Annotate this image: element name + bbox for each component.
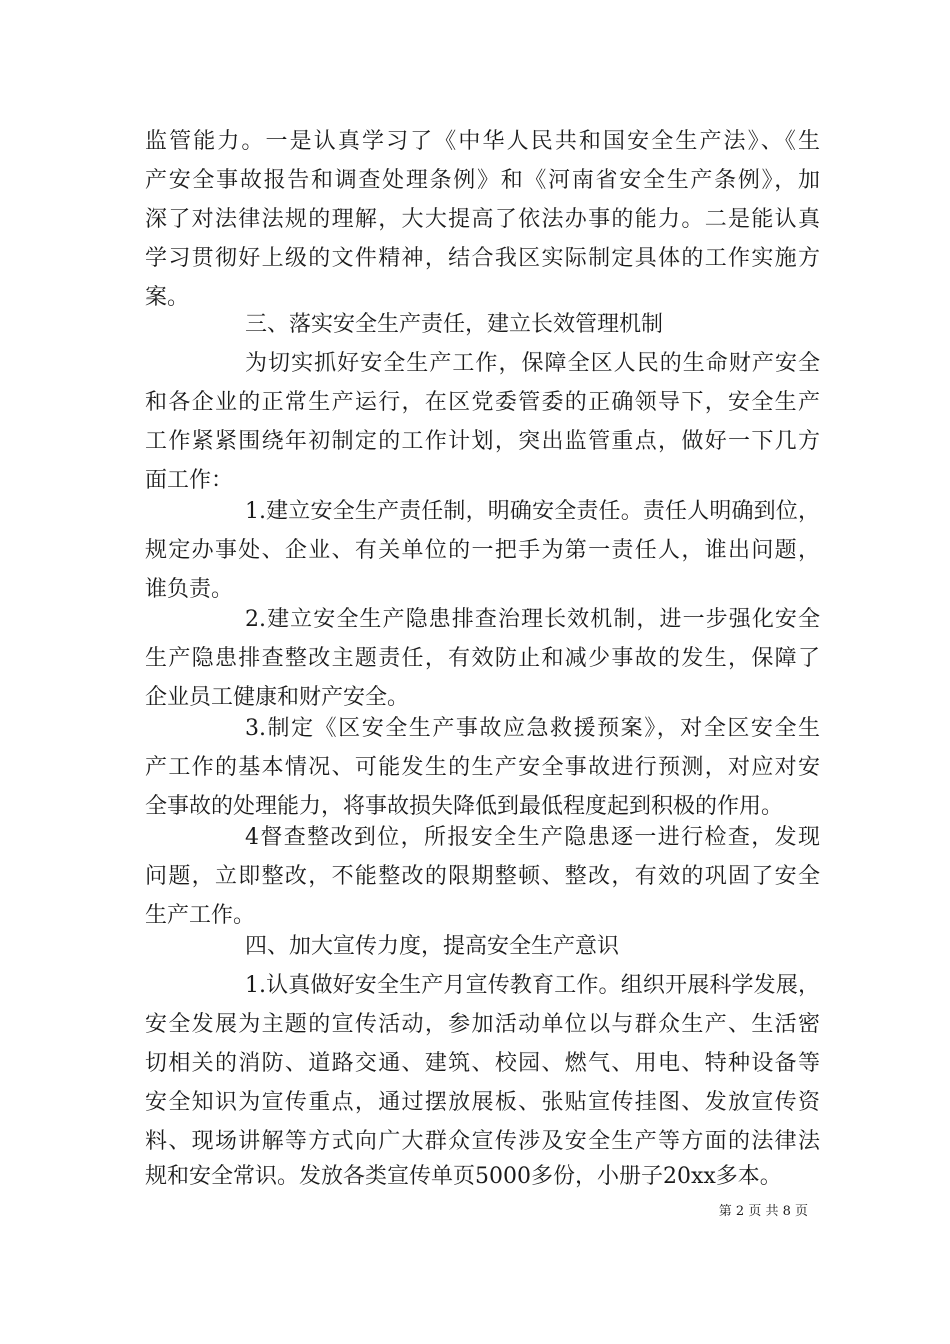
paragraph-line: 和各企业的正常生产运行，在区党委管委的正确领导下，安全生产 — [145, 390, 820, 415]
paragraph-line: 4督查整改到位，所报安全生产隐患逐一进行检查，发现 — [245, 825, 820, 850]
paragraph-line: 安全发展为主题的宣传活动，参加活动单位以与群众生产、生活密 — [145, 1012, 820, 1037]
paragraph-line: 生产工作。 — [145, 903, 256, 928]
paragraph-line: 1.建立安全生产责任制，明确安全责任。责任人明确到位， — [245, 499, 820, 524]
paragraph-line: 问题，立即整改，不能整改的限期整顿、整改，有效的巩固了安全 — [145, 864, 820, 889]
paragraph-line: 企业员工健康和财产安全。 — [145, 685, 410, 710]
paragraph-line: 案。 — [145, 285, 190, 310]
paragraph-line: 产工作的基本情况、可能发生的生产安全事故进行预测，对应对安 — [145, 755, 820, 780]
page-number-footer: 第 2 页 共 8 页 — [718, 1204, 808, 1219]
paragraph-line: 生产隐患排查整改主题责任，有效防止和减少事故的发生，保障了 — [145, 646, 820, 671]
paragraph-line: 切相关的消防、道路交通、建筑、校园、燃气、用电、特种设备等 — [145, 1051, 820, 1076]
paragraph-line: 料、现场讲解等方式向广大群众宣传涉及安全生产等方面的法律法 — [145, 1129, 820, 1154]
paragraph-line: 面工作： — [145, 468, 234, 493]
paragraph-line: 为切实抓好安全生产工作，保障全区人民的生命财产安全 — [245, 351, 820, 376]
paragraph-line: 全事故的处理能力，将事故损失降低到最低程度起到积极的作用。 — [145, 794, 784, 819]
paragraph-line: 工作紧紧围绕年初制定的工作计划，突出监管重点，做好一下几方 — [145, 429, 820, 454]
section-heading: 三、落实安全生产责任，建立长效管理机制 — [245, 312, 664, 337]
paragraph-line: 规和安全常识。发放各类宣传单页5000多份，小册子20xx多本。 — [145, 1164, 782, 1189]
paragraph-line: 谁负责。 — [145, 577, 234, 602]
paragraph-line: 3.制定《区安全生产事故应急救援预案》，对全区安全生 — [245, 716, 820, 741]
paragraph-line: 2.建立安全生产隐患排查治理长效机制，进一步强化安全 — [245, 607, 820, 632]
section-heading: 四、加大宣传力度，提高安全生产意识 — [245, 934, 620, 959]
paragraph-line: 监管能力。一是认真学习了《中华人民共和国安全生产法》、《生 — [145, 129, 820, 154]
paragraph-line: 规定办事处、企业、有关单位的一把手为第一责任人，谁出问题， — [145, 538, 820, 563]
paragraph-line: 1.认真做好安全生产月宣传教育工作。组织开展科学发展， — [245, 973, 820, 998]
paragraph-line: 深了对法律法规的理解，大大提高了依法办事的能力。二是能认真 — [145, 207, 820, 232]
paragraph-line: 安全知识为宣传重点，通过摆放展板、张贴宣传挂图、发放宣传资 — [145, 1090, 820, 1115]
paragraph-line: 产安全事故报告和调查处理条例》和《河南省安全生产条例》，加 — [145, 168, 820, 193]
paragraph-line: 学习贯彻好上级的文件精神，结合我区实际制定具体的工作实施方 — [145, 246, 820, 271]
